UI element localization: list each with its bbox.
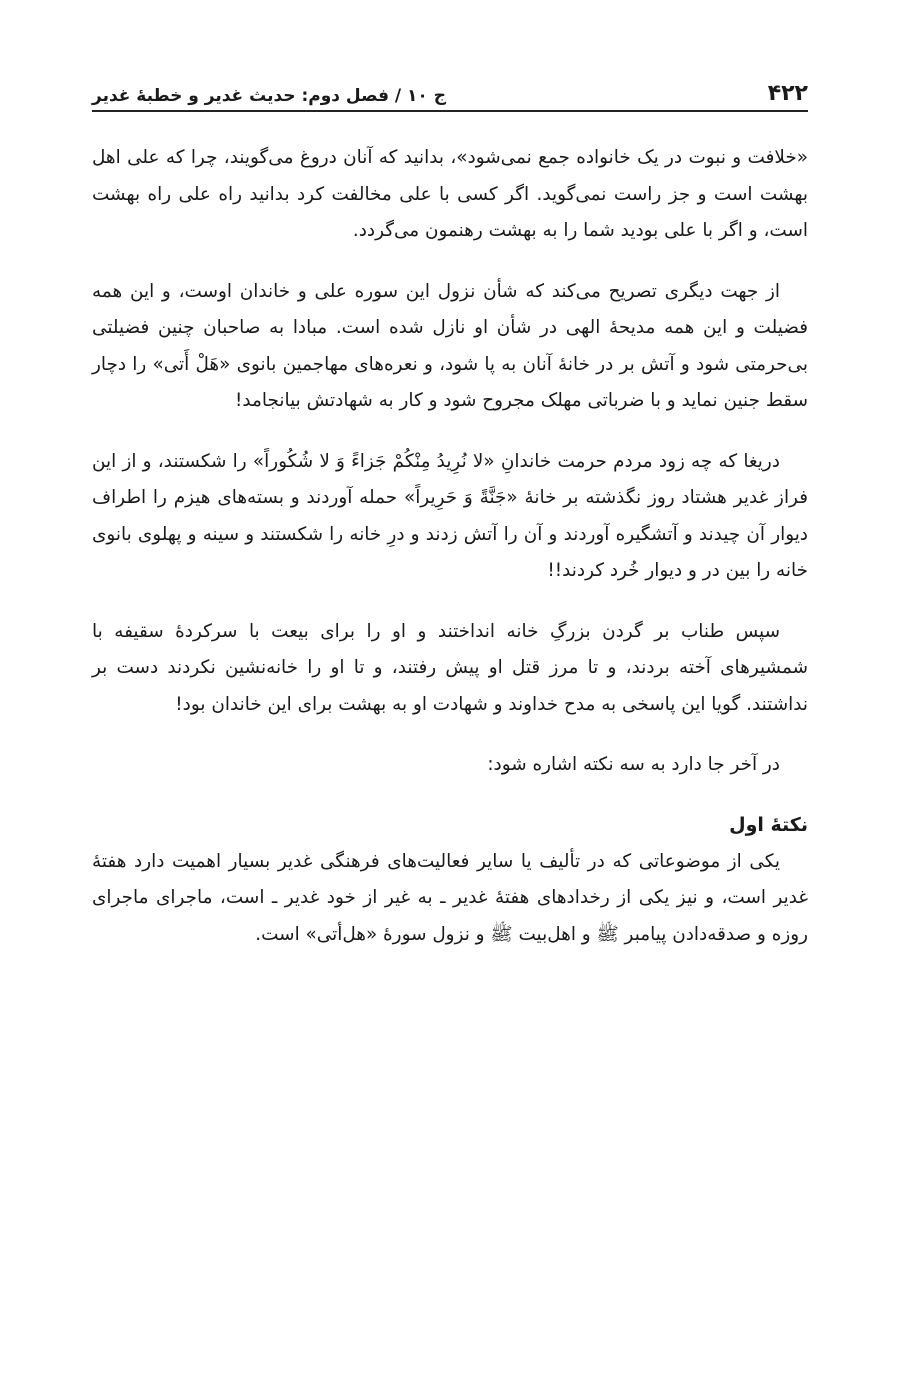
page-number: ۴۲۲ [767, 81, 808, 106]
section-heading: نکتهٔ اول [729, 813, 808, 836]
page-header [92, 68, 808, 112]
running-title: ج ۱۰ / فصل دوم: حدیث غدیر و خطبهٔ غدیر [92, 86, 446, 106]
book-page [92, 68, 808, 977]
page-body [92, 140, 808, 953]
section-paragraph: یکی از موضوعاتی که در تألیف یا سایر فعالیت‌های فرهنگی غدیر بسیار اهمیت دارد هفتهٔ غدیر است، و نیز یکی از رخدادهای هفتهٔ غدیر ـ به غیر از خود غدیر ـ است، ماجرای ماجرای روزه و صدقه‌دادن پیامبر ﷺ و اهل‌بیت ﷺ و نزول سورهٔ «هل‌أتی» است. [92, 850, 808, 945]
paragraph: از جهت دیگری تصریح می‌کند که شأن نزول این سوره علی و خاندان اوست، و این همه فضیلت و این همه مدیحهٔ الهی در شأن او نازل شده است. مبادا به صاحبان چنین فضیلتی بی‌حرمتی شود و آتش بر در خانهٔ آنان به پا شود، و نعره‌های مهاجمین بانوی «هَلْ أَتی» را دچار سقط جنین نماید و با ضرباتی مهلک مجروح شود و کار به شهادتش بیانجامد! [92, 280, 808, 411]
paragraph: دریغا که چه زود مردم حرمت خاندانِ «لا نُرِیدُ مِنْکُمْ جَزاءً وَ لا شُکُوراً» را شکستند، و از این فراز غدیر هشتاد روز نگذشته بر خانهٔ «جَنَّةً وَ حَرِیراً» حمله آوردند و بسته‌های هیزم را اطراف دیوار آن چیدند و آتشگیره آوردند و آن را آتش زدند و درِ خانه را شکستند و سینه و پهلوی بانوی خانه را بین در و دیوار خُرد کردند!! [92, 450, 808, 581]
paragraph: سپس طناب بر گردن بزرگِ خانه انداختند و او را برای بیعت با سرکردهٔ سقیفه با شمشیرهای آخته بردند، و تا مرز قتل او پیش رفتند، و تا او را خانه‌نشین نکردند دست بر نداشتند. گویا این پاسخی به مدح خداوند و شهادت او به بهشت برای این خاندان بود! [92, 620, 808, 715]
paragraph: «خلافت و نبوت در یک خانواده جمع نمی‌شود»، بدانید که آنان دروغ می‌گویند، چرا که علی اهل بهشت است و جز راست نمی‌گوید. اگر کسی با علی مخالفت کرد بدانید راه علی راه بهشت است، و اگر با علی بودید شما را به بهشت رهنمون می‌گردد. [92, 147, 808, 241]
paragraph: در آخر جا دارد به سه نکته اشاره شود: [487, 754, 780, 775]
